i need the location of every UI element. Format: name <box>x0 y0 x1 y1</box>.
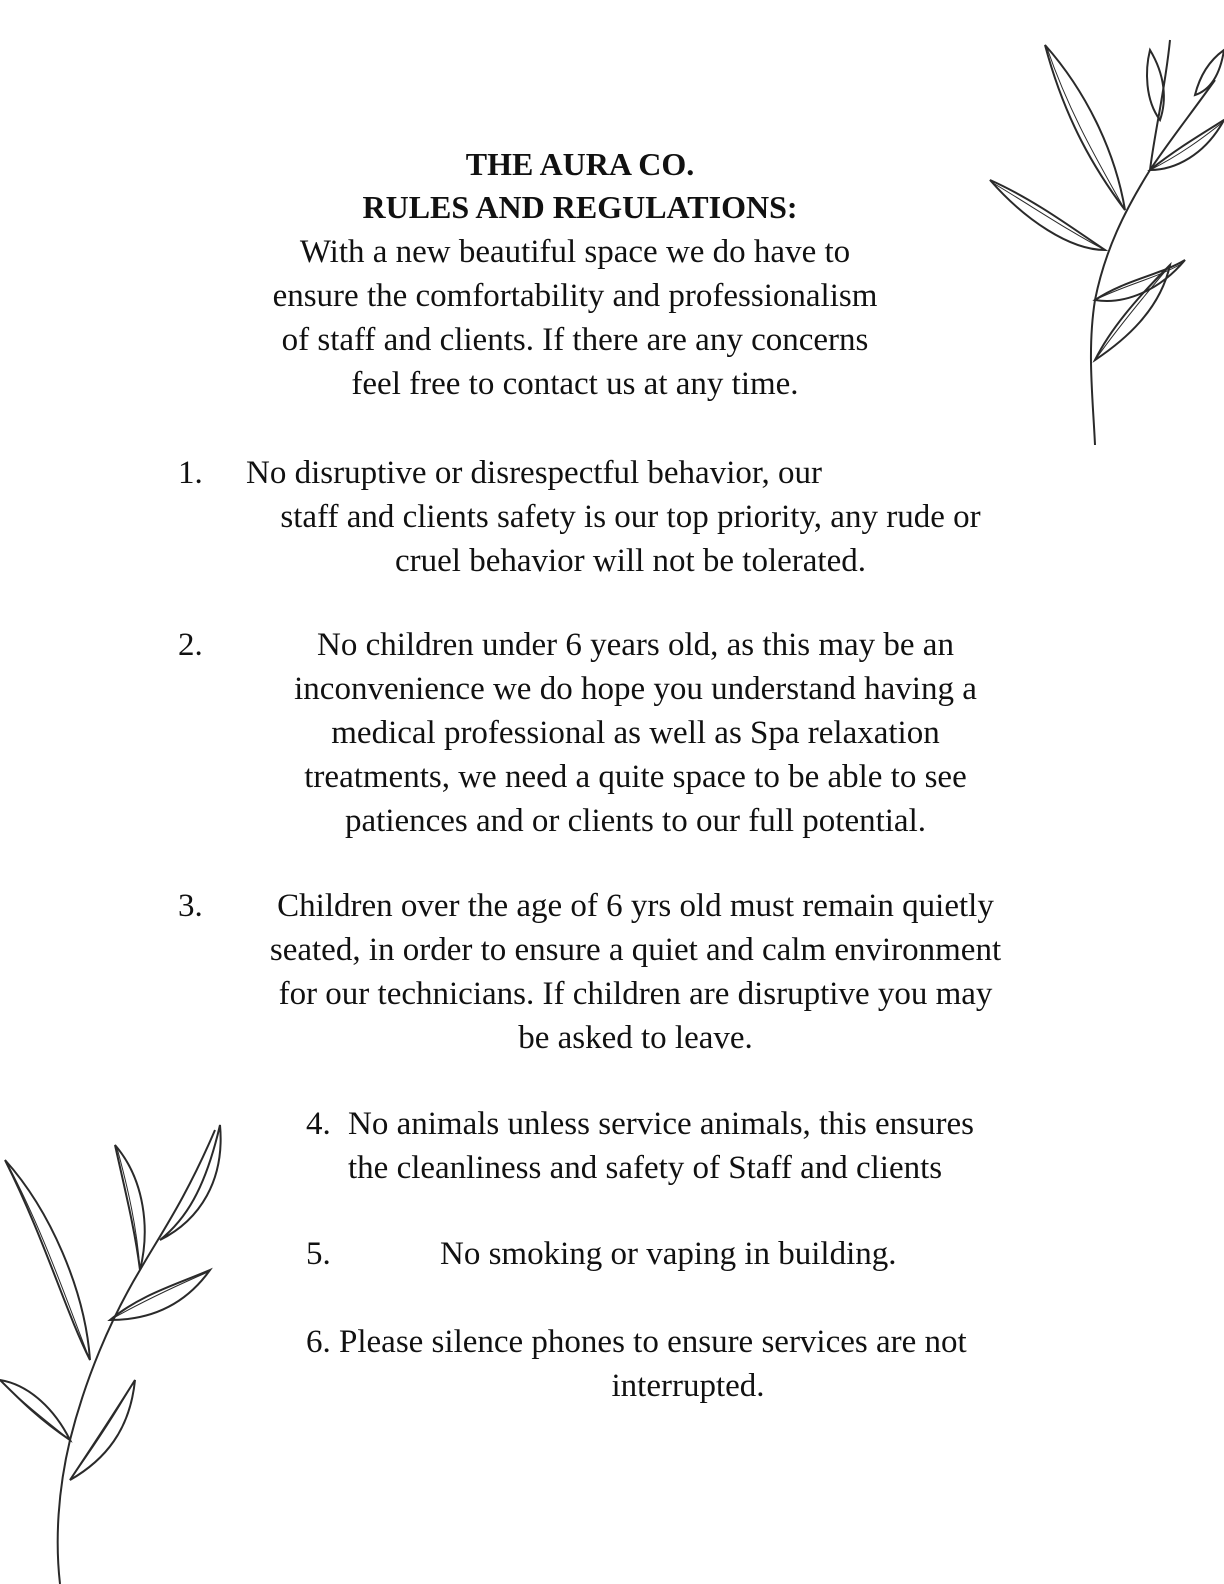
page-title: RULES AND REGULATIONS: <box>362 189 798 225</box>
intro-line: feel free to contact us at any time. <box>351 366 799 402</box>
rule-text-line: cruel behavior will not be tolerated. <box>395 543 866 579</box>
document-header <box>0 143 1160 229</box>
rule-text-line: No animals unless service animals, this ensures <box>348 1106 974 1142</box>
rule-text-line: No children under 6 years old, as this may be an <box>317 627 954 663</box>
rule-number: 4. <box>306 1106 331 1142</box>
rule-text-line: seated, in order to ensure a quiet and calm environment <box>269 932 1002 968</box>
rule-number: 6. <box>306 1324 331 1360</box>
rule-1 <box>178 451 1053 583</box>
rule-number: 2. <box>178 627 203 663</box>
rule-number: 3. <box>178 888 203 924</box>
rule-text-line <box>306 1320 1066 1364</box>
rule-3 <box>178 884 1063 1060</box>
rule-text-line: No disruptive or disrespectful behavior, our <box>246 455 823 491</box>
rule-number: 5. <box>306 1236 331 1272</box>
intro-line: With a new beautiful space we do have to <box>299 234 851 270</box>
company-name: THE AURA CO. <box>465 146 695 182</box>
rule-text-line: the cleanliness and safety of Staff and clients <box>348 1150 943 1186</box>
intro-line: of staff and clients. If there are any concerns <box>281 322 869 358</box>
rule-text-line: patiences and or clients to our full potential. <box>345 803 926 839</box>
rule-6 <box>306 1320 1066 1408</box>
rule-text: Please silence phones to ensure services are not <box>339 1324 967 1360</box>
rule-2 <box>178 623 1053 843</box>
rule-text-line: for our technicians. If children are disruptive you may <box>278 976 993 1012</box>
rule-text-line: interrupted. <box>611 1368 765 1404</box>
rule-text-line: medical professional as well as Spa relaxation <box>331 715 940 751</box>
rule-5 <box>306 1232 1066 1276</box>
rule-text-line: inconvenience we do hope you understand having a <box>294 671 977 707</box>
rule-text-line: be asked to leave. <box>518 1020 753 1056</box>
rule-4 <box>306 1102 1066 1190</box>
intro-line: ensure the comfortability and professionalism <box>272 278 878 314</box>
rule-text-line: Children over the age of 6 yrs old must remain quietly <box>277 888 994 924</box>
rule-text-line: treatments, we need a quite space to be able to see <box>304 759 967 795</box>
rule-text-line: No smoking or vaping in building. <box>440 1236 897 1272</box>
rule-number: 1. <box>178 455 203 491</box>
leafy-branch-icon <box>0 1120 230 1584</box>
rule-text-line: staff and clients safety is our top priority, any rude or <box>280 499 981 535</box>
intro-paragraph <box>0 230 1150 406</box>
